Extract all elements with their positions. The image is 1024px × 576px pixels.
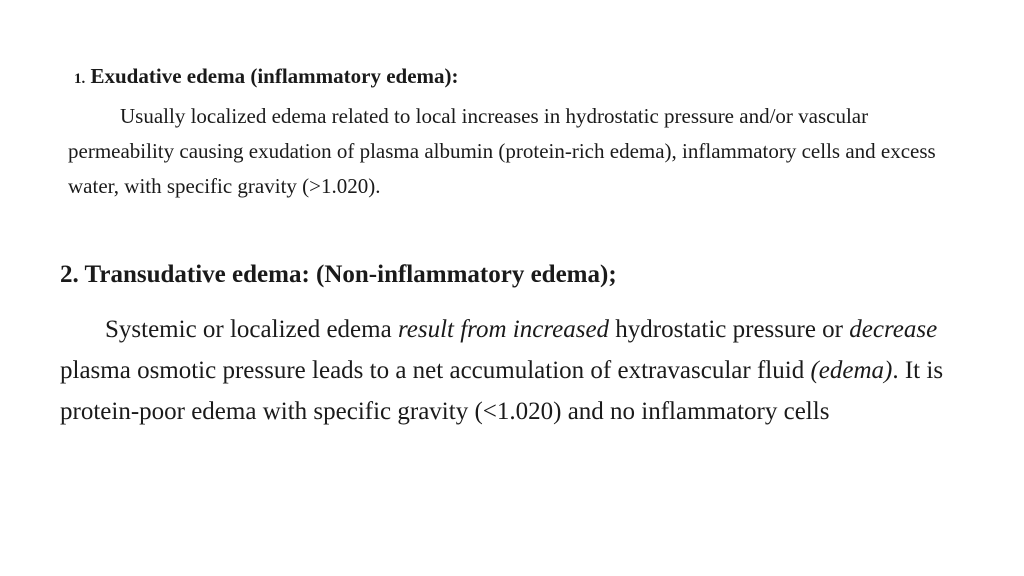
body-text: hydrostatic pressure or [609, 316, 850, 343]
section-2-heading: 2. Transudative edema: (Non-inflammatory edema); [60, 261, 617, 288]
body-text: Systemic or localized edema [105, 316, 398, 343]
body-text: . It is protein-poor edema with specific gravity (<1.020) and no inflammatory cells [60, 357, 944, 425]
section-2-body [60, 309, 1010, 432]
section-transudative [60, 258, 1010, 432]
section-1-heading [74, 62, 968, 93]
section-1-number: 1. [74, 71, 86, 87]
section-1-title: Exudative edema (inflammatory edema): [90, 64, 459, 88]
section-exudative [68, 62, 968, 204]
body-text: plasma osmotic pressure leads to a net accumulation of extravascular fluid [60, 357, 811, 384]
section-1-body: Usually localized edema related to local increases in hydrostatic pressure and/or vascular permeability causing exudation of plasma albumin (protein-rich edema), inflammatory cells and excess water, with specific gravity (>1.020). [68, 104, 936, 198]
body-italic-text: (edema) [810, 357, 893, 384]
body-italic-text: result from increased [397, 316, 610, 343]
body-italic-text: decrease [849, 316, 938, 343]
